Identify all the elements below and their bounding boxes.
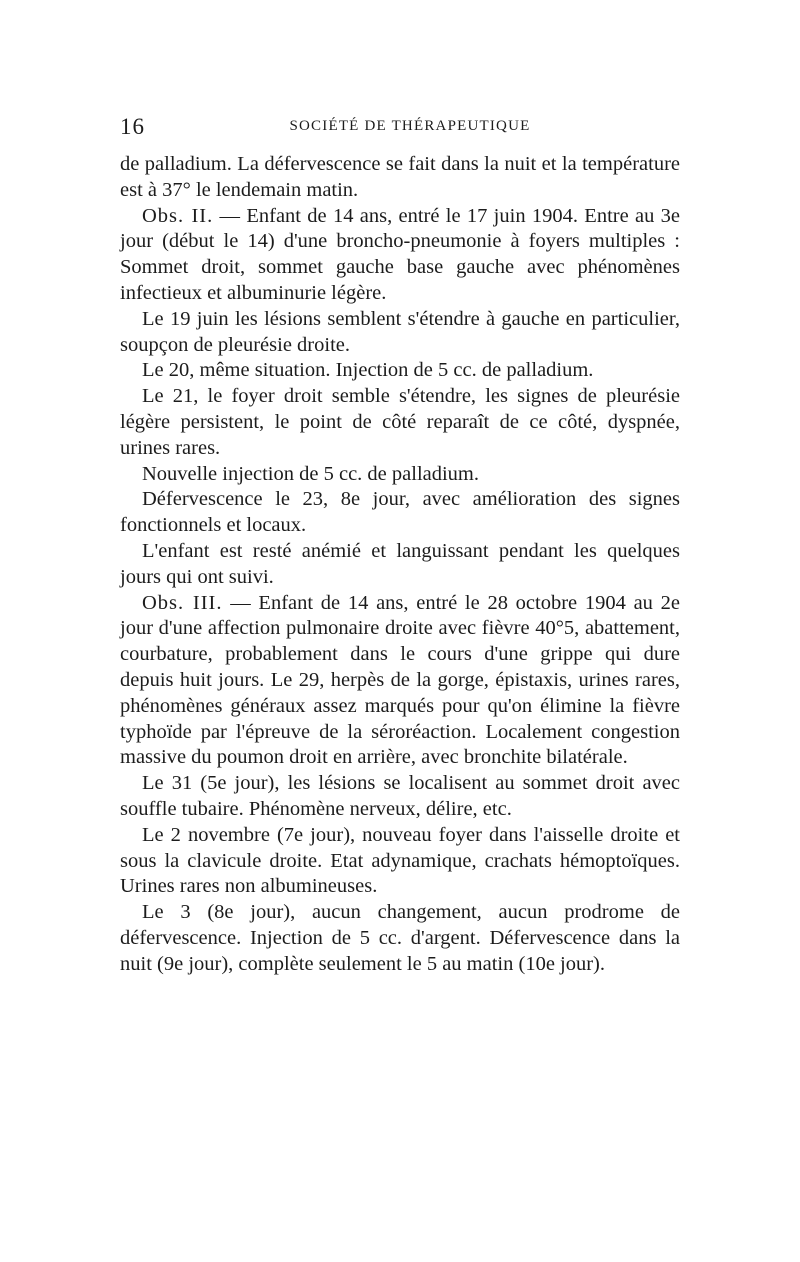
paragraph-text: L'enfant est resté anémié et languissant pendant les quelques jours qui ont suivi. bbox=[120, 539, 680, 588]
paragraph bbox=[120, 823, 680, 900]
paragraph bbox=[120, 307, 680, 359]
paragraph-text: Le 21, le foyer droit semble s'étendre, les signes de pleurésie légère persistent, le point de côté reparaît de ce côté, dyspnée, urines rares. bbox=[120, 385, 680, 459]
paragraph bbox=[120, 591, 680, 772]
page-number: 16 bbox=[120, 114, 145, 139]
paragraph-text: Le 19 juin les lésions semblent s'étendre à gauche en particulier, soupçon de pleurésie droite. bbox=[120, 307, 680, 356]
paragraph bbox=[120, 462, 680, 488]
paragraph-text: Le 31 (5e jour), les lésions se localisent au sommet droit avec souffle tubaire. Phénomène nerveux, délire, etc. bbox=[120, 772, 680, 820]
paragraph-text: Nouvelle injection de 5 cc. de palladium. bbox=[142, 462, 479, 485]
paragraph bbox=[120, 539, 680, 591]
paragraph bbox=[120, 358, 680, 384]
paragraph bbox=[120, 487, 680, 539]
paragraph-text: de palladium. La défervescence se fait dans la nuit et la température est à 37° le lendemain matin. bbox=[120, 153, 680, 201]
running-head: SOCIÉTÉ DE THÉRAPEUTIQUE bbox=[289, 118, 531, 134]
paragraph bbox=[120, 900, 680, 977]
paragraph-text: — Enfant de 14 ans, entré le 28 octobre 1904 au 2e jour d'une affection pulmonaire droite avec fièvre 40°5, abattement, courbature, probablement dans le cours d'une grippe qui dure depuis huit jours. Le 29, herpès de la gorge, épistaxis, urines rares, phénomènes généraux assez marqués pour qu'on élimine la fièvre typhoïde par l'épreuve de la séroréaction. Localement congestion massive du poumon droit en arrière, avec bronchite bilatérale. bbox=[120, 591, 680, 769]
paragraph bbox=[120, 771, 680, 823]
body-text bbox=[120, 152, 680, 978]
paragraph bbox=[120, 152, 680, 204]
paragraph bbox=[120, 384, 680, 461]
paragraph bbox=[120, 204, 680, 307]
paragraph-text: Le 2 novembre (7e jour), nouveau foyer dans l'aisselle droite et sous la clavicule droite. Etat adynamique, crachats hémoptoïques. Urines rares non albumineuses. bbox=[120, 823, 680, 898]
observation-label: Obs. II. bbox=[142, 204, 214, 227]
paragraph-text: Le 20, même situation. Injection de 5 cc. de palladium. bbox=[142, 359, 594, 382]
paragraph-text: — Enfant de 14 ans, entré le 17 juin 1904. Entre au 3e jour (début le 14) d'une broncho-pneumonie à foyers multiples : Sommet droit, sommet gauche base gauche avec phénomènes infectieux et albuminurie légère. bbox=[120, 204, 680, 304]
observation-label: Obs. III. bbox=[142, 591, 223, 614]
paragraph-text: Défervescence le 23, 8e jour, avec amélioration des signes fonctionnels et locaux. bbox=[120, 488, 680, 537]
page-header bbox=[120, 114, 680, 144]
paragraph-text: Le 3 (8e jour), aucun changement, aucun prodrome de défervescence. Injection de 5 cc. d'argent. Défervescence dans la nuit (9e jour), complète seulement le 5 au matin (10e jour). bbox=[120, 901, 680, 975]
